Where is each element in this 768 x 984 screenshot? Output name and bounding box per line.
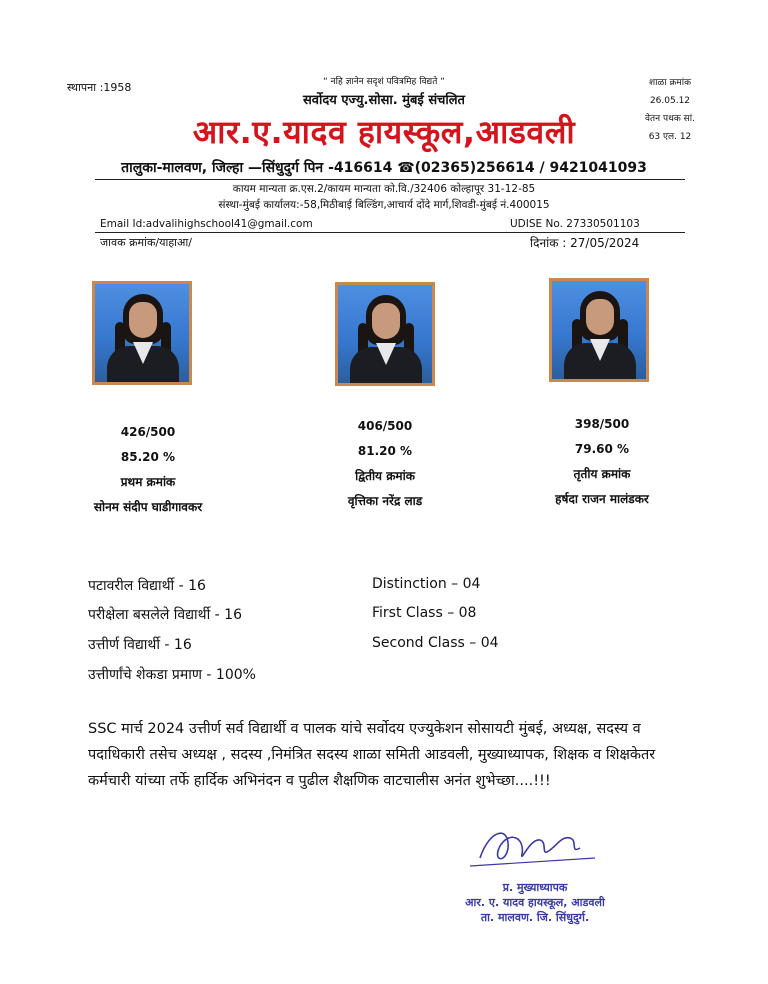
letter-date: दिनांक : 27/05/2024	[530, 236, 640, 250]
topper-rank: प्रथम क्रमांक	[120, 475, 176, 489]
stamp-line-2: ता. मालवण. जि. सिंधुदुर्ग.	[480, 911, 590, 924]
header-divider	[95, 179, 685, 180]
school-address: तालुका-मालवण, जिल्हा —सिंधुदुर्ग पिन -416614 ☎(02365)256614 / 9421041093	[121, 160, 647, 176]
stat-appeared: परीक्षेला बसलेले विद्यार्थी - 16	[88, 607, 242, 623]
topper-percent: 85.20 %	[120, 450, 176, 464]
topper-3-photo	[549, 278, 649, 382]
motto: “ नहि ज्ञानेन सदृशं पवित्रमिह विद्यते “	[323, 77, 445, 87]
stat-passed: उत्तीर्ण विद्यार्थी - 16	[88, 637, 192, 653]
established-year: स्थापना :1958	[67, 81, 132, 94]
office-address: संस्था-मुंबई कार्यालय:-58,मिठीबाई बिल्डिंग,आचार्य दोंदे मार्ग,शिवडी-मुंबई नं.400015	[218, 199, 550, 211]
topper-1-photo	[92, 281, 192, 385]
stat-second-class: Second Class – 04	[372, 635, 499, 651]
topper-name: वृत्तिका नरेंद्र लाड	[347, 494, 423, 508]
headmaster-stamp	[430, 880, 640, 925]
topper-marks: 406/500	[357, 419, 413, 433]
pay-unit-value: 63 एल. 12	[648, 132, 692, 142]
topper-marks: 398/500	[574, 417, 630, 431]
stat-distinction: Distinction – 04	[372, 576, 481, 592]
recognition-line: कायम मान्यता क्र.एस.2/कायम मान्यता को.वि./32406 कोल्हापूर 31-12-85	[232, 183, 536, 195]
topper-rank: द्वितीय क्रमांक	[355, 469, 415, 483]
header-divider-2	[95, 232, 685, 233]
pay-unit-label: वेतन पथक सां.	[645, 114, 695, 124]
topper-2	[295, 414, 475, 514]
signature	[470, 818, 600, 878]
outward-reference: जावक क्रमांक/याहाआ/	[100, 236, 192, 249]
topper-rank: तृतीय क्रमांक	[573, 467, 631, 481]
congratulation-message: SSC मार्च 2024 उत्तीर्ण सर्व विद्यार्थी व पालक यांचे सर्वोदय एज्युकेशन सोसायटी मुंबई, अध्यक्ष, सदस्य व पदाधिकारी तसेच अध्यक्ष , सदस्य ,निमंत्रित सदस्य शाळा समिती आडवली, मुख्याध्यापक, शिक्षक व शिक्षकेतर कर्मचारी यांच्या तर्फे हार्दिक अभिनंदन व पुढील शैक्षणिक वाटचालीस अनंत शुभेच्छा....!!!	[88, 721, 656, 789]
topper-percent: 81.20 %	[357, 444, 413, 458]
topper-1	[58, 420, 238, 520]
udise-number: UDISE No. 27330501103	[510, 218, 640, 230]
topper-2-photo	[335, 282, 435, 386]
school-name: आर.ए.यादव हायस्कूल,आडवली	[192, 113, 576, 151]
stamp-title: प्र. मुख्याध्यापक	[502, 881, 568, 894]
society-name: सर्वोदय एज्यु.सोसा. मुंबई संचलित	[303, 93, 465, 108]
school-no-date: 26.05.12	[649, 96, 691, 106]
email: Email Id:advalihighschool41@gmail.com	[100, 218, 313, 230]
stat-enrolled: पटावरील विद्यार्थी - 16	[88, 578, 206, 594]
topper-name: सोनम संदीप घाडीगावकर	[93, 500, 203, 514]
stat-first-class: First Class – 08	[372, 605, 477, 621]
stamp-line-1: आर. ए. यादव हायस्कूल, आडवली	[465, 896, 605, 909]
stat-pass-percent: उत्तीर्णांचे शेकडा प्रमाण - 100%	[88, 667, 256, 683]
topper-3	[512, 412, 692, 512]
topper-marks: 426/500	[120, 425, 176, 439]
topper-percent: 79.60 %	[574, 442, 630, 456]
topper-name: हर्षदा राजन मालंडकर	[555, 492, 649, 506]
school-no-label: शाळा क्रमांक	[648, 78, 692, 88]
